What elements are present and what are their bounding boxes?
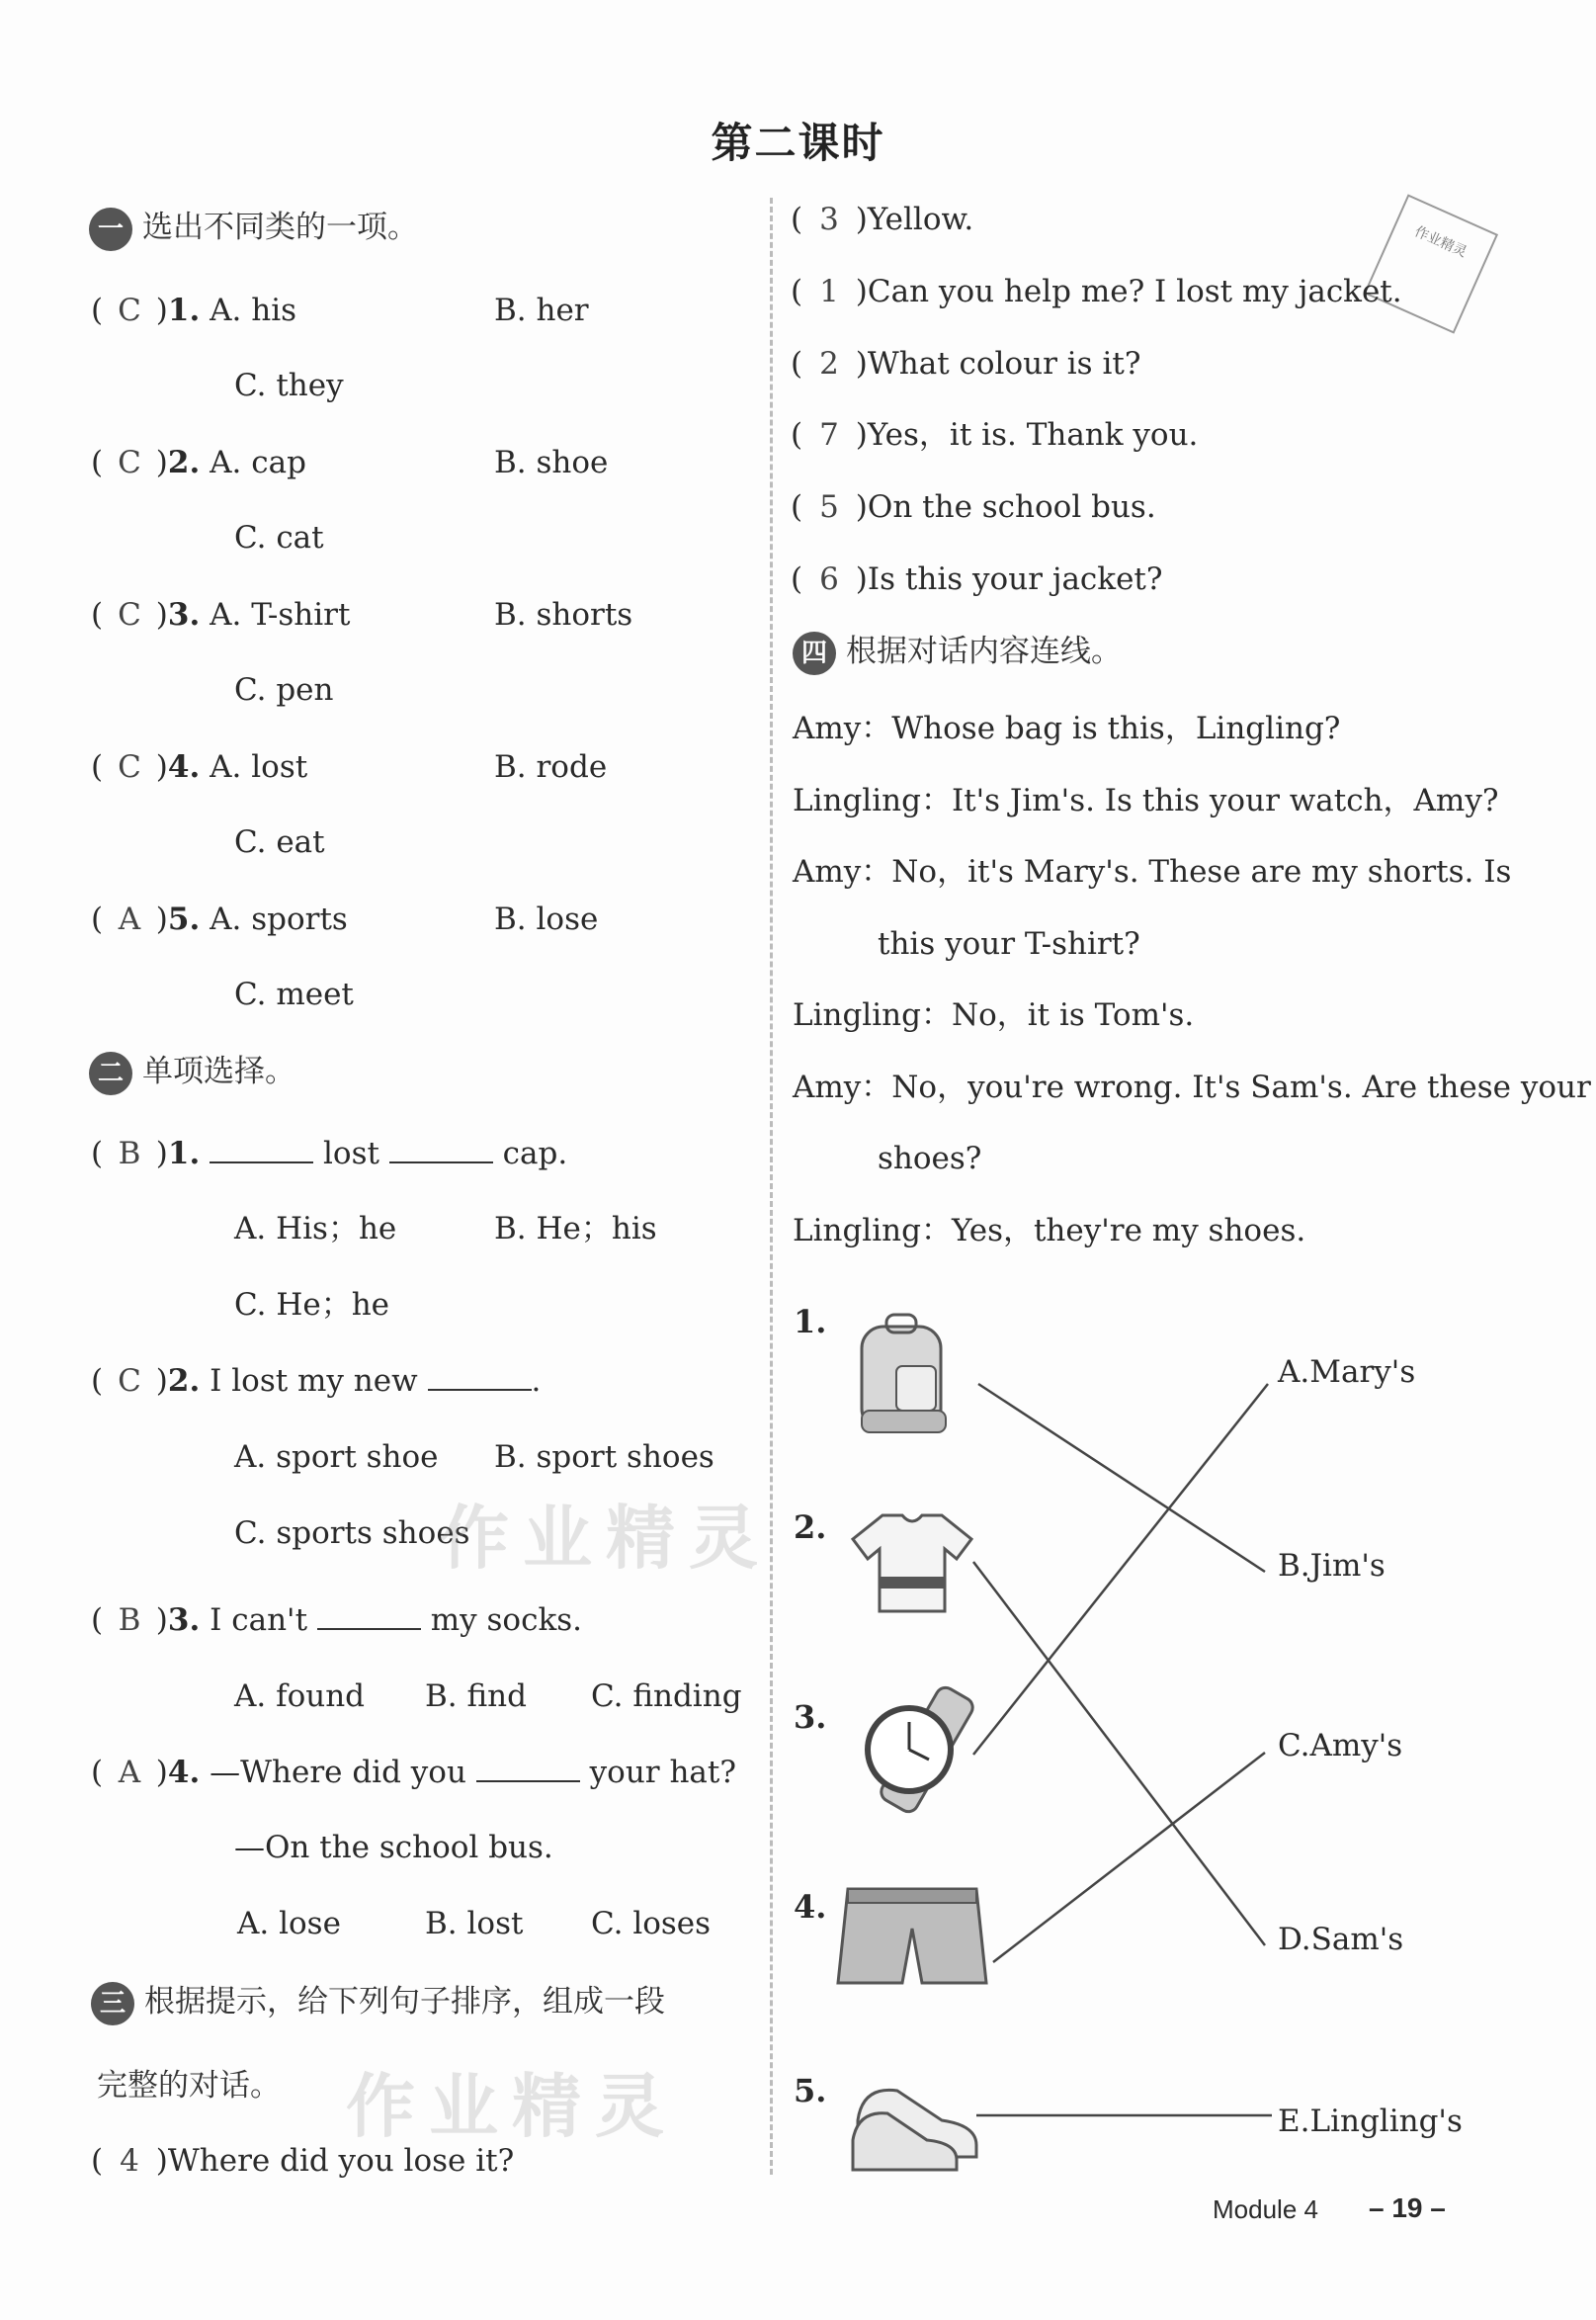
match-number: 4. bbox=[794, 1888, 827, 1926]
option-b: B. rode bbox=[494, 749, 608, 785]
sentence-text: On the school bus. bbox=[867, 489, 1156, 525]
watch-icon bbox=[848, 1680, 976, 1819]
option-c: C. pen bbox=[234, 672, 334, 708]
match-label: B.Jim's bbox=[1278, 1548, 1386, 1584]
answer: 2 bbox=[819, 346, 839, 382]
match-line bbox=[993, 1753, 1265, 1962]
answer: 5 bbox=[819, 489, 839, 525]
answer: A bbox=[118, 1755, 141, 1790]
part2-q2: ( C )2. I lost my new . bbox=[91, 1363, 542, 1399]
option-b: B. find bbox=[425, 1678, 527, 1714]
sentence-text: Yes，it is. Thank you. bbox=[867, 417, 1199, 453]
question-text: I can't bbox=[210, 1602, 308, 1638]
section-3-title: 根据提示，给下列句子排序，组成一段 bbox=[144, 1984, 665, 2019]
option-a: A. sport shoe bbox=[234, 1439, 439, 1475]
answer: 6 bbox=[819, 561, 839, 597]
answer: 4 bbox=[120, 2143, 139, 2179]
question-number: 3. bbox=[167, 1602, 201, 1638]
answer: C bbox=[118, 1363, 141, 1399]
page-title: 第二课时 bbox=[711, 119, 885, 167]
option-c: C. they bbox=[234, 368, 344, 403]
match-line bbox=[973, 1562, 1265, 1945]
section-2-badge: 二 bbox=[89, 1052, 132, 1095]
question-number: 4. bbox=[167, 749, 201, 785]
section-3-title-cont: 完整的对话。 bbox=[97, 2068, 281, 2104]
sentence-text: Can you help me? I lost my jacket. bbox=[867, 274, 1402, 309]
backpack-icon bbox=[842, 1307, 970, 1445]
question-number: 5. bbox=[167, 902, 201, 937]
answer: C bbox=[118, 597, 141, 633]
option-b: B. shorts bbox=[494, 597, 633, 633]
order-sentence: ( 5 )On the school bus. bbox=[791, 489, 1156, 525]
shorts-icon bbox=[833, 1884, 991, 1993]
match-label: C.Amy's bbox=[1278, 1728, 1403, 1763]
option-c: C. eat bbox=[234, 824, 325, 860]
sentence-text: Where did you lose it? bbox=[167, 2143, 515, 2179]
stamp-text: 作业精灵 bbox=[1411, 223, 1470, 261]
option-c: C. meet bbox=[234, 977, 354, 1012]
answer: A bbox=[118, 902, 141, 937]
order-sentence: ( 6 )Is this your jacket? bbox=[791, 561, 1163, 597]
part1-question: ( C )2. A. cap bbox=[91, 445, 306, 480]
order-sentence: ( 3 )Yellow. bbox=[791, 202, 974, 237]
watermark: 作业精灵 bbox=[346, 2066, 678, 2147]
option-b: B. He；his bbox=[494, 1211, 657, 1246]
question-text: your hat? bbox=[589, 1755, 736, 1790]
order-sentence: ( 2 )What colour is it? bbox=[791, 346, 1141, 382]
option-a: A. found bbox=[234, 1678, 366, 1714]
match-number: 5. bbox=[794, 2072, 827, 2109]
order-sentence: ( 1 )Can you help me? I lost my jacket. bbox=[791, 274, 1402, 309]
dialogue-line: Lingling：No，it is Tom's. bbox=[793, 997, 1195, 1033]
footer-page-number: – 19 – bbox=[1369, 2192, 1446, 2223]
order-sentence: ( 7 )Yes，it is. Thank you. bbox=[791, 417, 1199, 453]
section-1-badge: 一 bbox=[89, 208, 132, 251]
question-text: I lost my new bbox=[210, 1363, 418, 1399]
answer: B bbox=[118, 1136, 141, 1171]
dialogue-line: Amy：No，it's Mary's. These are my shorts. Is bbox=[793, 854, 1512, 890]
question-text: lost bbox=[323, 1136, 379, 1171]
option-c: C. sports shoes bbox=[234, 1515, 470, 1551]
dialogue-line: Lingling：Yes，they're my shoes. bbox=[793, 1212, 1306, 1248]
question-text: . bbox=[531, 1363, 542, 1399]
match-label: D.Sam's bbox=[1278, 1922, 1404, 1957]
option-a: A. lose bbox=[237, 1906, 341, 1941]
footer-module: Module 4 bbox=[1213, 2194, 1318, 2224]
option-b: B. shoe bbox=[494, 445, 609, 480]
shoes-icon bbox=[848, 2066, 986, 2175]
answer: 3 bbox=[819, 202, 839, 237]
part2-q1: ( B )1. lost cap. bbox=[91, 1136, 568, 1171]
answer: 7 bbox=[819, 417, 839, 453]
question-number: 1. bbox=[167, 1136, 201, 1171]
option-a: A. his bbox=[210, 293, 297, 328]
part1-question: ( C )4. A. lost bbox=[91, 749, 308, 785]
option-c: C. finding bbox=[591, 1678, 742, 1714]
question-number: 1. bbox=[167, 293, 201, 328]
option-b: B. sport shoes bbox=[494, 1439, 714, 1475]
section-4-badge: 四 bbox=[793, 632, 836, 675]
question-text: —Where did you bbox=[210, 1755, 466, 1790]
section-4-title: 根据对话内容连线。 bbox=[846, 634, 1122, 669]
dialogue-line: Amy：No，you're wrong. It's Sam's. Are these your bbox=[793, 1069, 1591, 1105]
option-a: A. cap bbox=[210, 445, 306, 480]
order-sentence: ( 4 )Where did you lose it? bbox=[91, 2143, 515, 2179]
part2-q4: ( A )4. —Where did you your hat? bbox=[91, 1755, 736, 1790]
answer: 1 bbox=[819, 274, 839, 309]
question-text: cap. bbox=[502, 1136, 568, 1171]
section-3-badge: 三 bbox=[91, 1982, 134, 2025]
question-number: 2. bbox=[167, 445, 201, 480]
tshirt-icon bbox=[848, 1507, 976, 1616]
option-b: B. lose bbox=[494, 902, 599, 937]
dialogue-line: this your T-shirt? bbox=[878, 925, 1140, 962]
match-line bbox=[973, 1384, 1268, 1755]
option-a: A. His；he bbox=[234, 1211, 397, 1246]
part1-question: ( C )3. A. T-shirt bbox=[91, 597, 351, 633]
question-number: 2. bbox=[167, 1363, 201, 1399]
answer: B bbox=[118, 1602, 141, 1638]
question-number: 4. bbox=[167, 1755, 201, 1790]
sentence-text: What colour is it? bbox=[867, 346, 1141, 382]
option-b: B. her bbox=[494, 293, 589, 328]
option-c: C. He；he bbox=[234, 1287, 390, 1323]
dialogue-line: Lingling：It's Jim's. Is this your watch，Amy? bbox=[793, 782, 1499, 818]
watermark: 作业精灵 bbox=[440, 1498, 772, 1579]
dialogue-line: Amy：Whose bag is this，Lingling? bbox=[793, 711, 1341, 746]
option-a: A. lost bbox=[210, 749, 308, 785]
match-label: A.Mary's bbox=[1278, 1354, 1416, 1390]
question-text: my socks. bbox=[430, 1602, 582, 1638]
match-number: 3. bbox=[794, 1698, 827, 1736]
match-label: E.Lingling's bbox=[1278, 2104, 1463, 2139]
match-number: 2. bbox=[794, 1508, 827, 1546]
section-2-title: 单项选择。 bbox=[142, 1054, 295, 1089]
sentence-text: Yellow. bbox=[867, 202, 974, 237]
section-1-title: 选出不同类的一项。 bbox=[142, 210, 418, 245]
option-b: B. lost bbox=[425, 1906, 524, 1941]
part1-question: ( A )5. A. sports bbox=[91, 902, 348, 937]
option-a: A. sports bbox=[210, 902, 348, 937]
part1-question: ( C )1. A. his bbox=[91, 293, 297, 328]
question-number: 3. bbox=[167, 597, 201, 633]
match-number: 1. bbox=[794, 1303, 827, 1340]
question-text: —On the school bus. bbox=[234, 1830, 553, 1865]
dialogue-line: shoes? bbox=[878, 1141, 982, 1176]
answer: C bbox=[118, 445, 141, 480]
answer: C bbox=[118, 293, 141, 328]
option-c: C. cat bbox=[234, 520, 324, 556]
sentence-text: Is this your jacket? bbox=[867, 561, 1163, 597]
part2-q3: ( B )3. I can't my socks. bbox=[91, 1602, 582, 1638]
option-a: A. T-shirt bbox=[210, 597, 351, 633]
answer: C bbox=[118, 749, 141, 785]
match-line bbox=[978, 1384, 1265, 1572]
option-c: C. loses bbox=[591, 1906, 712, 1941]
